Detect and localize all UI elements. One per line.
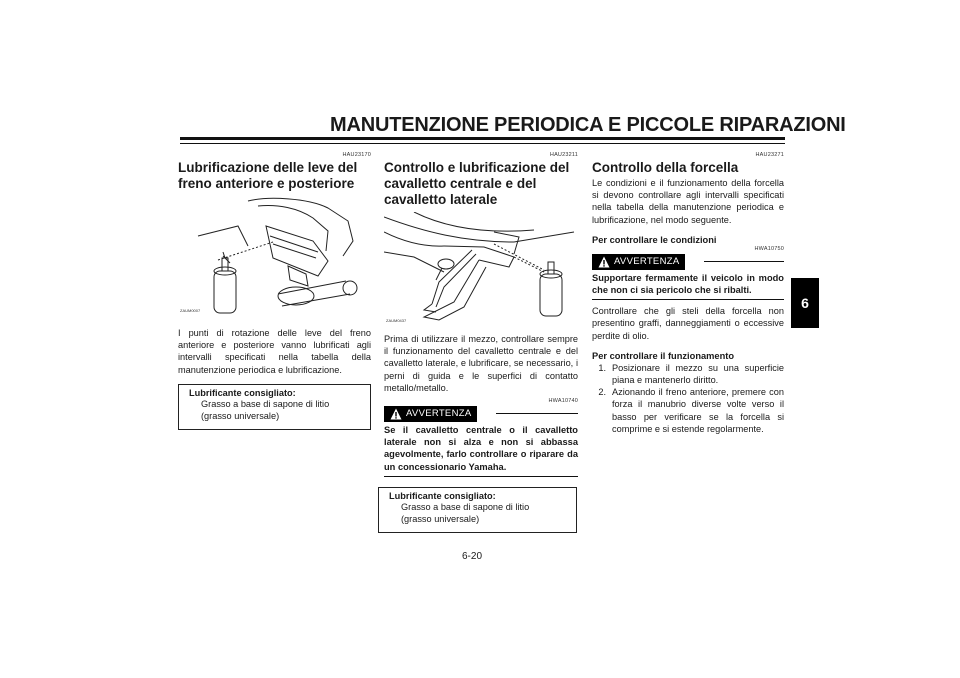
illustration-code: ZAUM0437 — [386, 318, 407, 323]
warning-badge — [384, 406, 477, 422]
warning-rule — [704, 261, 784, 262]
section-body-2: Controllare che gli steli della forcella non presentino graffi, danneggiamenti o eccessive perdite di olio. — [592, 306, 784, 341]
step-number: 2. — [598, 387, 606, 398]
page-header-title: MANUTENZIONE PERIODICA E PICCOLE RIPARAZIONI — [330, 114, 846, 136]
brake-lever-drawing — [178, 196, 371, 323]
column-brake-levers — [178, 152, 371, 430]
section-body: Le condizioni e il funzionamento della forcella si devono controllare agli intervalli specificati nella tabella della manutenzione periodica e lubrificazione, nel modo seguente. — [592, 178, 784, 225]
step-number: 1. — [598, 362, 606, 373]
illustration-code: ZAUM0007 — [180, 308, 201, 313]
lubricant-line2: (grasso universale) — [201, 411, 280, 421]
warning-code: HWA10750 — [754, 245, 784, 252]
warning-badge — [592, 254, 685, 270]
warning-triangle-icon — [390, 408, 402, 420]
step-text: Posizionare il mezzo su una superficie piana e mantenerlo diritto. — [612, 362, 784, 386]
stand-drawing — [384, 212, 578, 327]
page-number: 6-20 — [462, 551, 483, 562]
column-stand — [384, 152, 578, 533]
warning-header — [592, 254, 784, 270]
warning-code: HWA10740 — [548, 398, 578, 405]
warning-triangle-icon — [598, 256, 610, 268]
lubricant-line1: Grasso a base di sapone di litio — [201, 399, 330, 410]
section-body: I punti di rotazione delle leve del freno anteriore e posteriore vanno lubrificati agli intervalli specificati nella tabella della manutenzione periodica e lubrificazione. — [178, 328, 371, 375]
subheading-operation: Per controllare il funzionamento — [592, 350, 735, 361]
brake-lever-illustration — [178, 196, 373, 323]
lubricant-line1: Grasso a base di sapone di litio — [401, 502, 530, 513]
section-code: HAU23170 — [342, 152, 371, 158]
warning-label: AVVERTENZA — [406, 408, 472, 420]
stand-illustration — [384, 212, 579, 327]
steps-list — [592, 362, 784, 435]
section-title: Lubrificazione delle leve del freno anteriore e posteriore — [178, 160, 358, 191]
section-code: HAU23211 — [549, 152, 578, 158]
warning-text: Supportare fermamente il veicolo in modo che non ci sia pericolo che si ribalti. — [592, 272, 784, 300]
step-item — [592, 386, 784, 435]
step-item — [592, 362, 784, 386]
warning-header — [384, 406, 578, 422]
subheading-conditions: Per controllare le condizioni — [592, 234, 717, 245]
step-text: Azionando il freno anteriore, premere con forza il manubrio diverse volte verso il basso per verificare se la forcella si comprime e si estende regolarmente. — [612, 387, 784, 434]
section-code: HAU23271 — [755, 152, 784, 158]
chapter-tab: 6 — [791, 278, 819, 328]
lubricant-box — [178, 384, 371, 430]
lubricant-box — [378, 487, 577, 533]
warning-rule — [496, 413, 578, 414]
lubricant-line2: (grasso universale) — [401, 514, 480, 525]
section-body: Prima di utilizzare il mezzo, controllare sempre il funzionamento del cavalletto centrale e del cavalletto laterale, e lubrificare, se necessario, i perni di guida e le superfici di contatto metallo/metallo. — [384, 334, 578, 393]
warning-text: Se il cavalletto centrale o il cavalletto laterale non si alza e non si abbassa agevolmente, farlo controllare o riparare da un concessionario Yamaha. — [384, 424, 578, 477]
warning-label: AVVERTENZA — [614, 255, 680, 267]
column-fork — [592, 152, 784, 435]
header-rule — [180, 137, 785, 140]
section-title: Controllo della forcella — [592, 160, 739, 175]
header-rule-thin — [180, 143, 785, 144]
lubricant-title: Lubrificante consigliato: — [189, 387, 296, 398]
lubricant-title: Lubrificante consigliato: — [389, 490, 496, 501]
section-title: Controllo e lubrificazione del cavalletto centrale e del cavalletto laterale — [384, 160, 570, 207]
